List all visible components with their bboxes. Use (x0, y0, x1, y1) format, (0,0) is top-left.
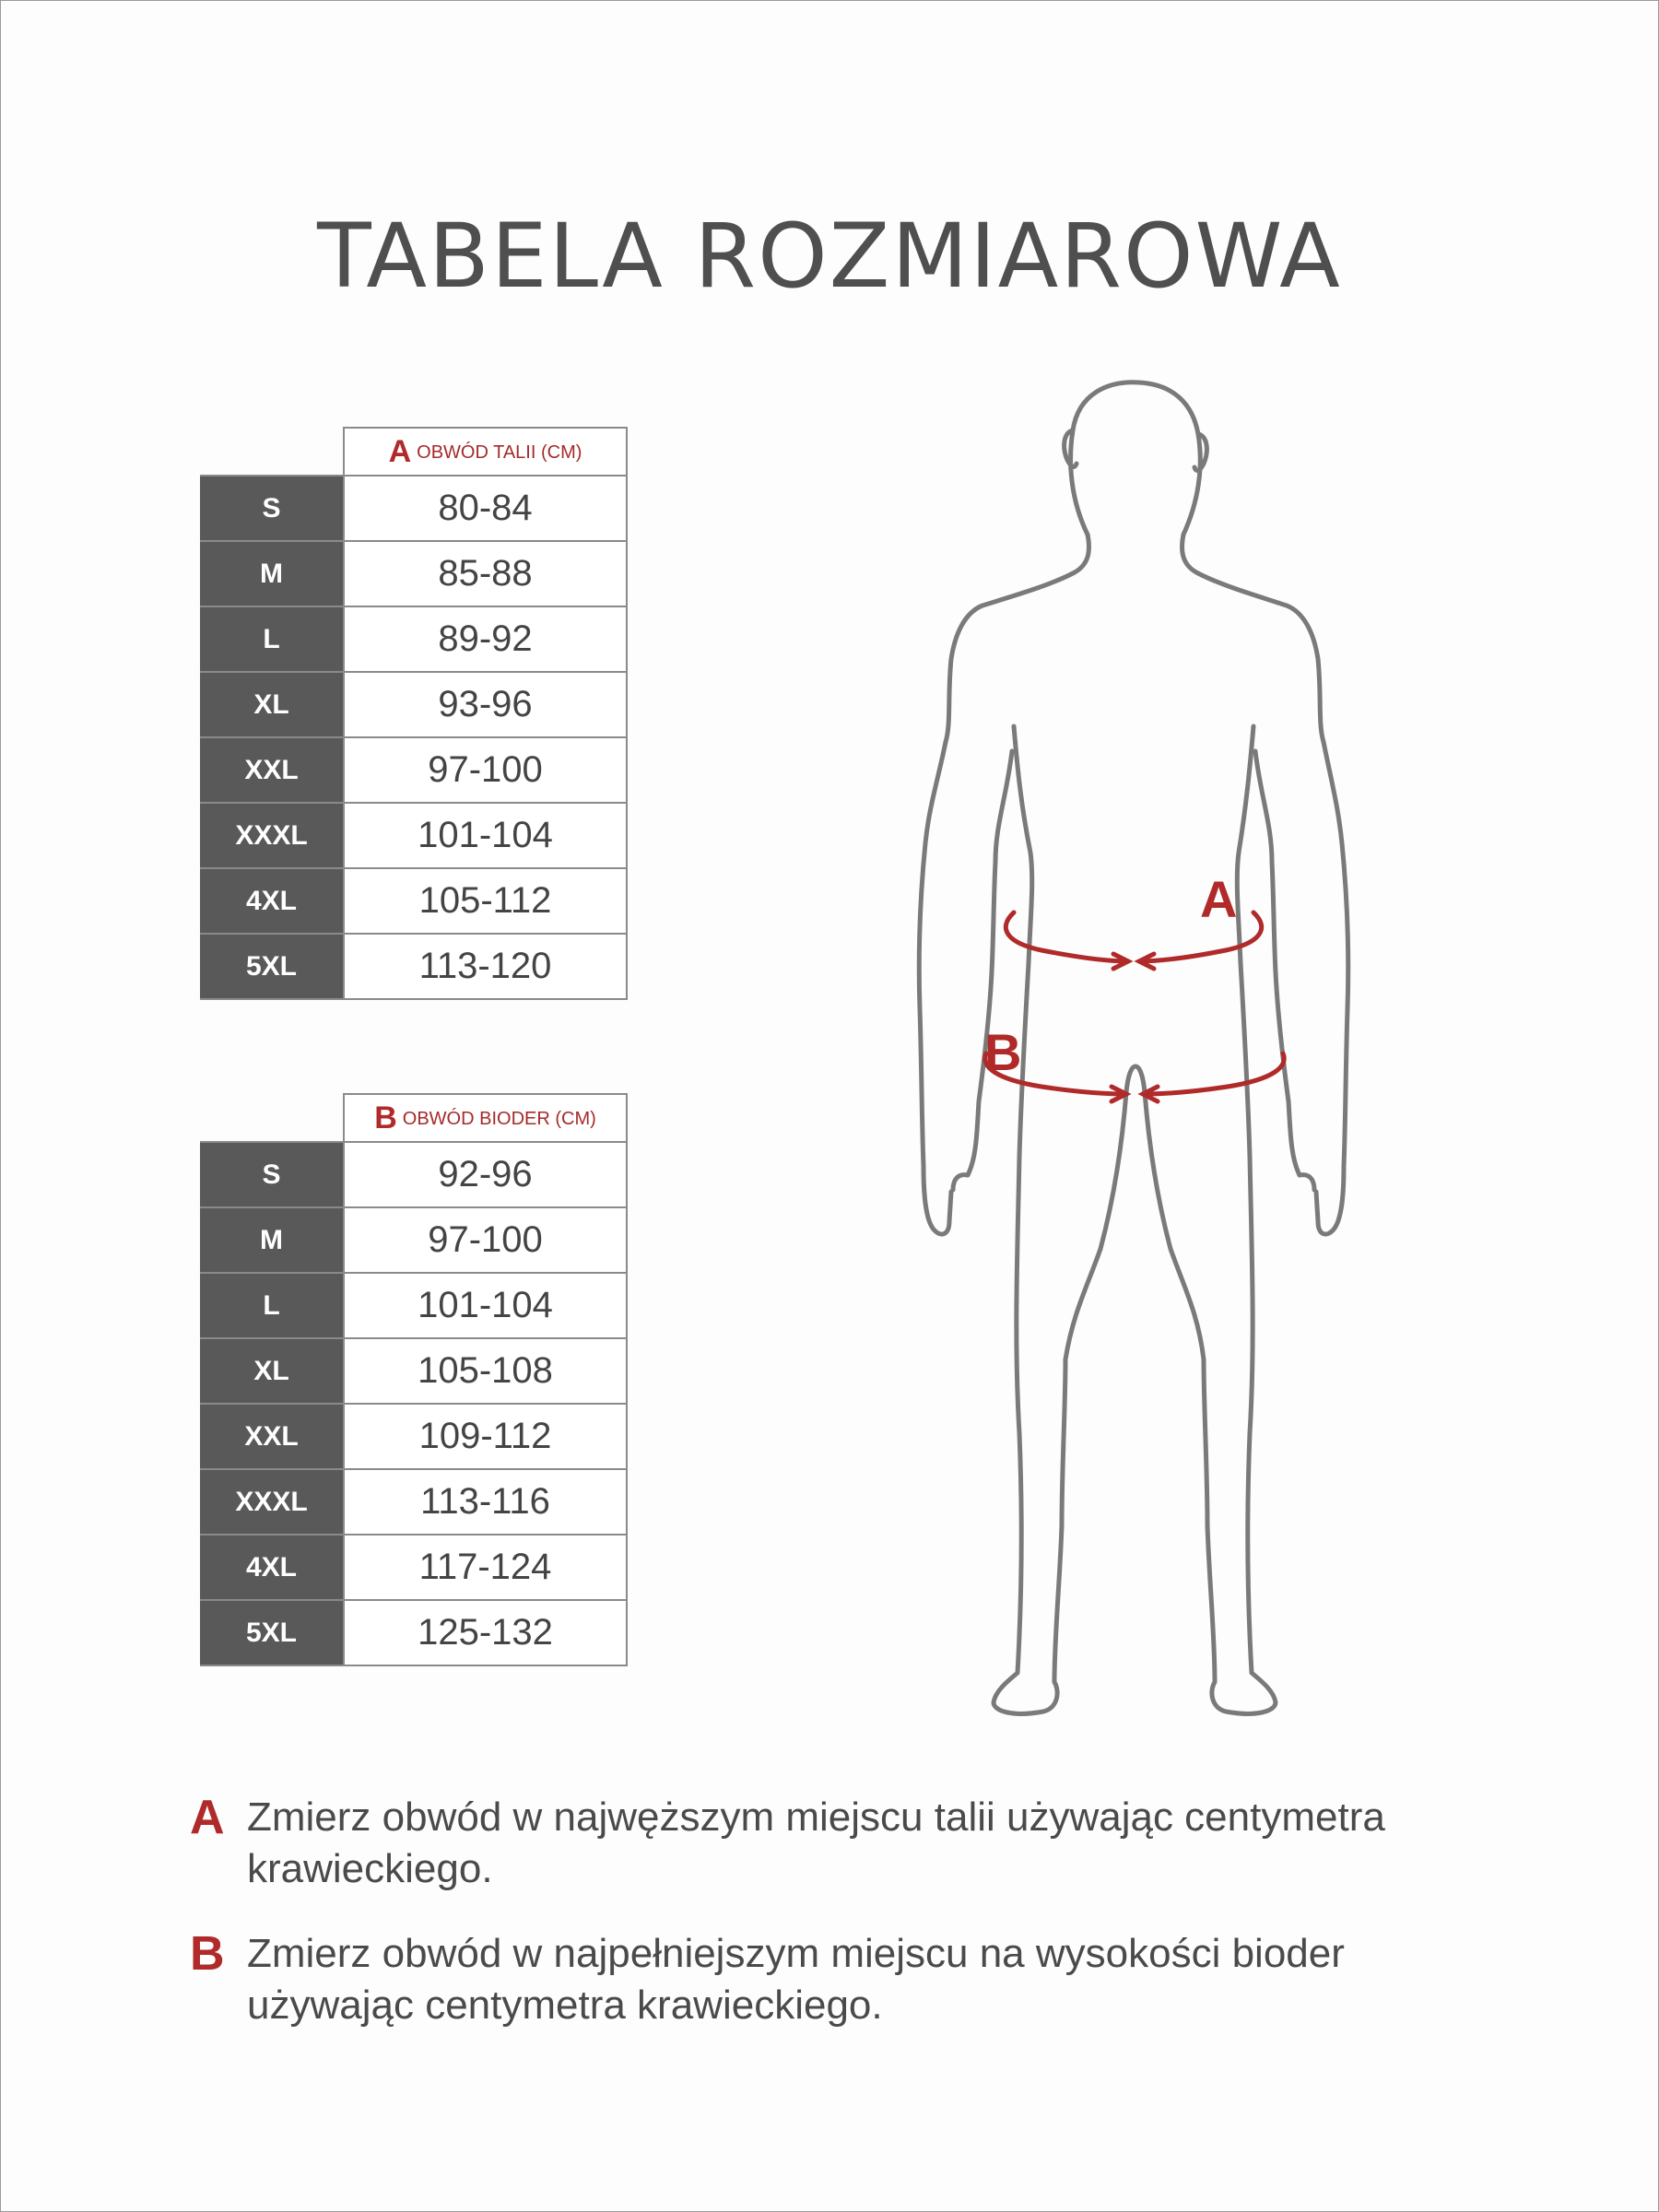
value-cell: 117-124 (344, 1535, 627, 1600)
size-cell: 4XL (200, 1535, 344, 1600)
table-row (200, 476, 627, 541)
value-cell: 109-112 (344, 1404, 627, 1469)
size-cell: L (200, 606, 344, 672)
size-cell: XXL (200, 1404, 344, 1469)
marker-letter-b: B (374, 1100, 397, 1135)
table-row (200, 1469, 627, 1535)
value-cell: 105-108 (344, 1338, 627, 1404)
value-cell: 92-96 (344, 1142, 627, 1207)
size-cell: XXXL (200, 803, 344, 868)
value-cell: 105-112 (344, 868, 627, 934)
table-row (200, 541, 627, 606)
body-figure-illustration (903, 364, 1355, 1747)
table-row (200, 1207, 627, 1273)
table-row (200, 803, 627, 868)
value-cell: 113-116 (344, 1469, 627, 1535)
size-cell: 5XL (200, 934, 344, 999)
hip-size-table (200, 1093, 628, 1666)
size-cell: XXL (200, 737, 344, 803)
table-row (200, 1600, 627, 1665)
note-text-a: Zmierz obwód w najwęższym miejscu talii używając centymetra krawieckiego. (247, 1794, 1385, 1891)
size-cell: S (200, 1142, 344, 1207)
value-cell: 101-104 (344, 1273, 627, 1338)
table-row (200, 1142, 627, 1207)
table-header-row (200, 428, 627, 476)
page-title: TABELA ROZMIAROWA (317, 205, 1342, 308)
size-cell: 4XL (200, 868, 344, 934)
value-cell: 125-132 (344, 1600, 627, 1665)
table-row (200, 1338, 627, 1404)
table-row (200, 606, 627, 672)
value-cell: 85-88 (344, 541, 627, 606)
size-cell: L (200, 1273, 344, 1338)
value-cell: 89-92 (344, 606, 627, 672)
value-cell: 80-84 (344, 476, 627, 541)
table-row (200, 672, 627, 737)
note-hips (190, 1928, 1499, 2031)
marker-letter-a: A (388, 433, 412, 469)
size-cell: XL (200, 672, 344, 737)
table-row (200, 868, 627, 934)
note-letter-a: A (190, 1791, 225, 1844)
table-row (200, 934, 627, 999)
size-cell: S (200, 476, 344, 541)
waist-header-label: OBWÓD TALII (CM) (417, 441, 582, 463)
value-cell: 113-120 (344, 934, 627, 999)
value-cell: 97-100 (344, 1207, 627, 1273)
size-cell: XL (200, 1338, 344, 1404)
figure-label-a: A (1200, 870, 1238, 928)
hip-measure-arrows (985, 1053, 1284, 1101)
size-cell: M (200, 541, 344, 606)
table-row (200, 1404, 627, 1469)
size-cell: XXXL (200, 1469, 344, 1535)
value-cell: 93-96 (344, 672, 627, 737)
table-row (200, 737, 627, 803)
waist-size-table (200, 427, 628, 1000)
table-row (200, 1535, 627, 1600)
size-cell: 5XL (200, 1600, 344, 1665)
hip-header-label: OBWÓD BIODER (CM) (402, 1108, 596, 1129)
size-cell: M (200, 1207, 344, 1273)
waist-column-header (344, 428, 627, 476)
value-cell: 97-100 (344, 737, 627, 803)
note-waist (190, 1792, 1499, 1895)
value-cell: 101-104 (344, 803, 627, 868)
table-row (200, 1273, 627, 1338)
note-text-b: Zmierz obwód w najpełniejszym miejscu na wysokości bioder używając centymetra krawieckiego. (247, 1931, 1345, 2028)
note-letter-b: B (190, 1927, 225, 1981)
table-header-row (200, 1094, 627, 1142)
hip-column-header (344, 1094, 627, 1142)
figure-label-b: B (984, 1023, 1022, 1081)
